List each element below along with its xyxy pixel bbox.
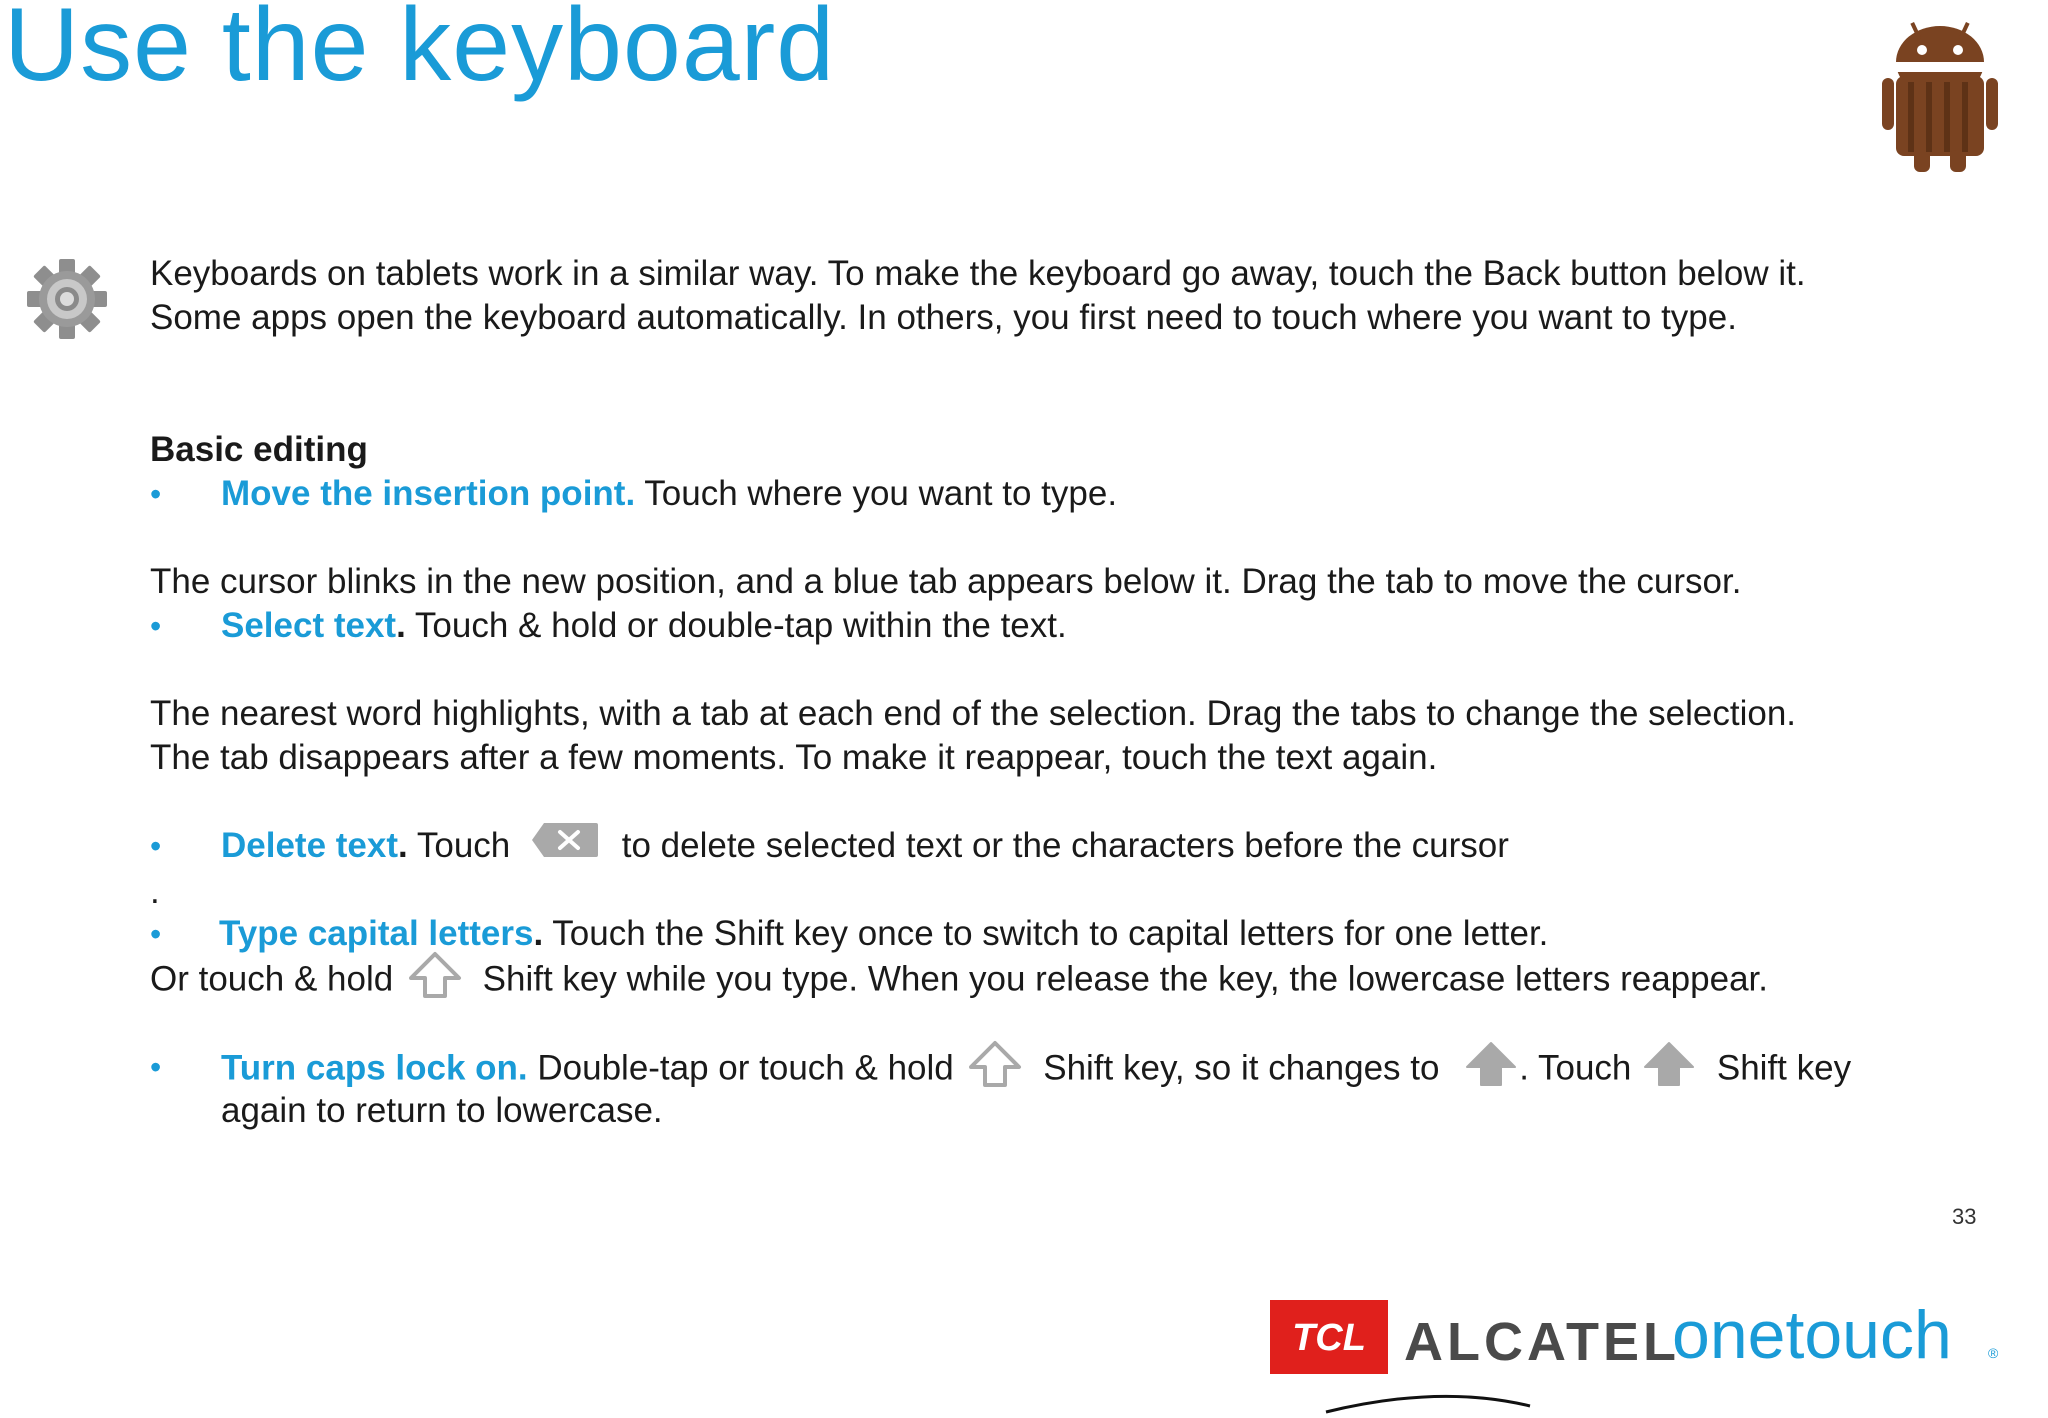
onetouch-text: onetouch bbox=[1672, 1300, 1952, 1373]
capitals-line2-after: Shift key while you type. When you release the key, the lowercase letters reappear. bbox=[482, 959, 1768, 999]
item-text-capitals: Touch the Shift key once to switch to capital letters for one letter. bbox=[543, 914, 1549, 953]
backspace-key-icon bbox=[530, 821, 600, 859]
item-period: . bbox=[533, 914, 544, 953]
bullet-marker: • bbox=[150, 1049, 162, 1085]
move-followup: The cursor blinks in the new position, and a blue tab appears below it. Drag the tab to move the cursor. bbox=[150, 562, 1742, 601]
list-item-delete bbox=[221, 824, 1509, 868]
shift-locked-icon bbox=[1641, 1039, 1697, 1089]
page-number: 33 bbox=[1952, 1204, 1977, 1229]
settings-gear-icon bbox=[24, 256, 110, 342]
tcl-alcatel-onetouch-logo bbox=[1270, 1300, 2010, 1418]
item-label-capslock: Turn caps lock on. bbox=[221, 1048, 528, 1088]
tcl-text: TCL bbox=[1292, 1317, 1366, 1359]
page-title: Use the keyboard bbox=[4, 0, 836, 103]
intro-line-1: Keyboards on tablets work in a similar way. To make the keyboard go away, touch the Back button below it. bbox=[150, 254, 1806, 293]
item-text-delete-before: Touch bbox=[407, 826, 511, 865]
capslock-line-2: again to return to lowercase. bbox=[221, 1091, 663, 1130]
item-text-move: Touch where you want to type. bbox=[635, 474, 1118, 513]
list-item-move bbox=[221, 472, 1117, 516]
shift-key-icon bbox=[407, 950, 463, 1000]
item-text-capslock-3: . Touch bbox=[1519, 1048, 1632, 1088]
item-period: . bbox=[398, 826, 408, 865]
capitals-line-2 bbox=[150, 956, 1768, 1006]
item-label-select: Select text bbox=[221, 606, 397, 645]
bullet-marker: • bbox=[150, 608, 162, 644]
capitals-line2-before: Or touch & hold bbox=[150, 959, 394, 999]
section-heading: Basic editing bbox=[150, 430, 368, 469]
item-label-delete: Delete text bbox=[221, 826, 399, 865]
bullet-marker: • bbox=[150, 476, 162, 512]
list-item-select bbox=[221, 604, 1067, 648]
bullet-marker: • bbox=[150, 828, 162, 864]
logo-swoosh bbox=[1326, 1396, 1530, 1412]
item-text-select: Touch & hold or double-tap within the text. bbox=[405, 606, 1067, 645]
item-text-capslock-4: Shift key bbox=[1716, 1048, 1852, 1088]
select-followup-1: The nearest word highlights, with a tab at each end of the selection. Drag the tabs to change the selection. bbox=[150, 694, 1797, 733]
registered-mark: ® bbox=[1988, 1345, 1999, 1361]
item-text-capslock-2: Shift key, so it changes to bbox=[1043, 1048, 1440, 1088]
item-label-capitals: Type capital letters bbox=[219, 914, 534, 953]
item-period: . bbox=[396, 606, 406, 645]
list-item-capslock bbox=[221, 1045, 1851, 1095]
shift-locked-icon bbox=[1463, 1039, 1519, 1089]
bullet-marker: • bbox=[150, 916, 162, 952]
shift-key-icon bbox=[967, 1039, 1023, 1089]
android-kitkat-icon bbox=[1880, 18, 2000, 174]
item-text-delete-after: to delete selected text or the characters before the cursor bbox=[621, 826, 1509, 865]
intro-line-2: Some apps open the keyboard automatically. In others, you first need to touch where you want to type. bbox=[150, 298, 1737, 337]
item-text-capslock-1: Double-tap or touch & hold bbox=[527, 1048, 954, 1088]
stray-period: . bbox=[150, 872, 160, 911]
item-label-move: Move the insertion point. bbox=[221, 474, 636, 513]
alcatel-text: ALCATEL bbox=[1404, 1312, 1680, 1372]
select-followup-2: The tab disappears after a few moments. To make it reappear, touch the text again. bbox=[150, 738, 1438, 777]
